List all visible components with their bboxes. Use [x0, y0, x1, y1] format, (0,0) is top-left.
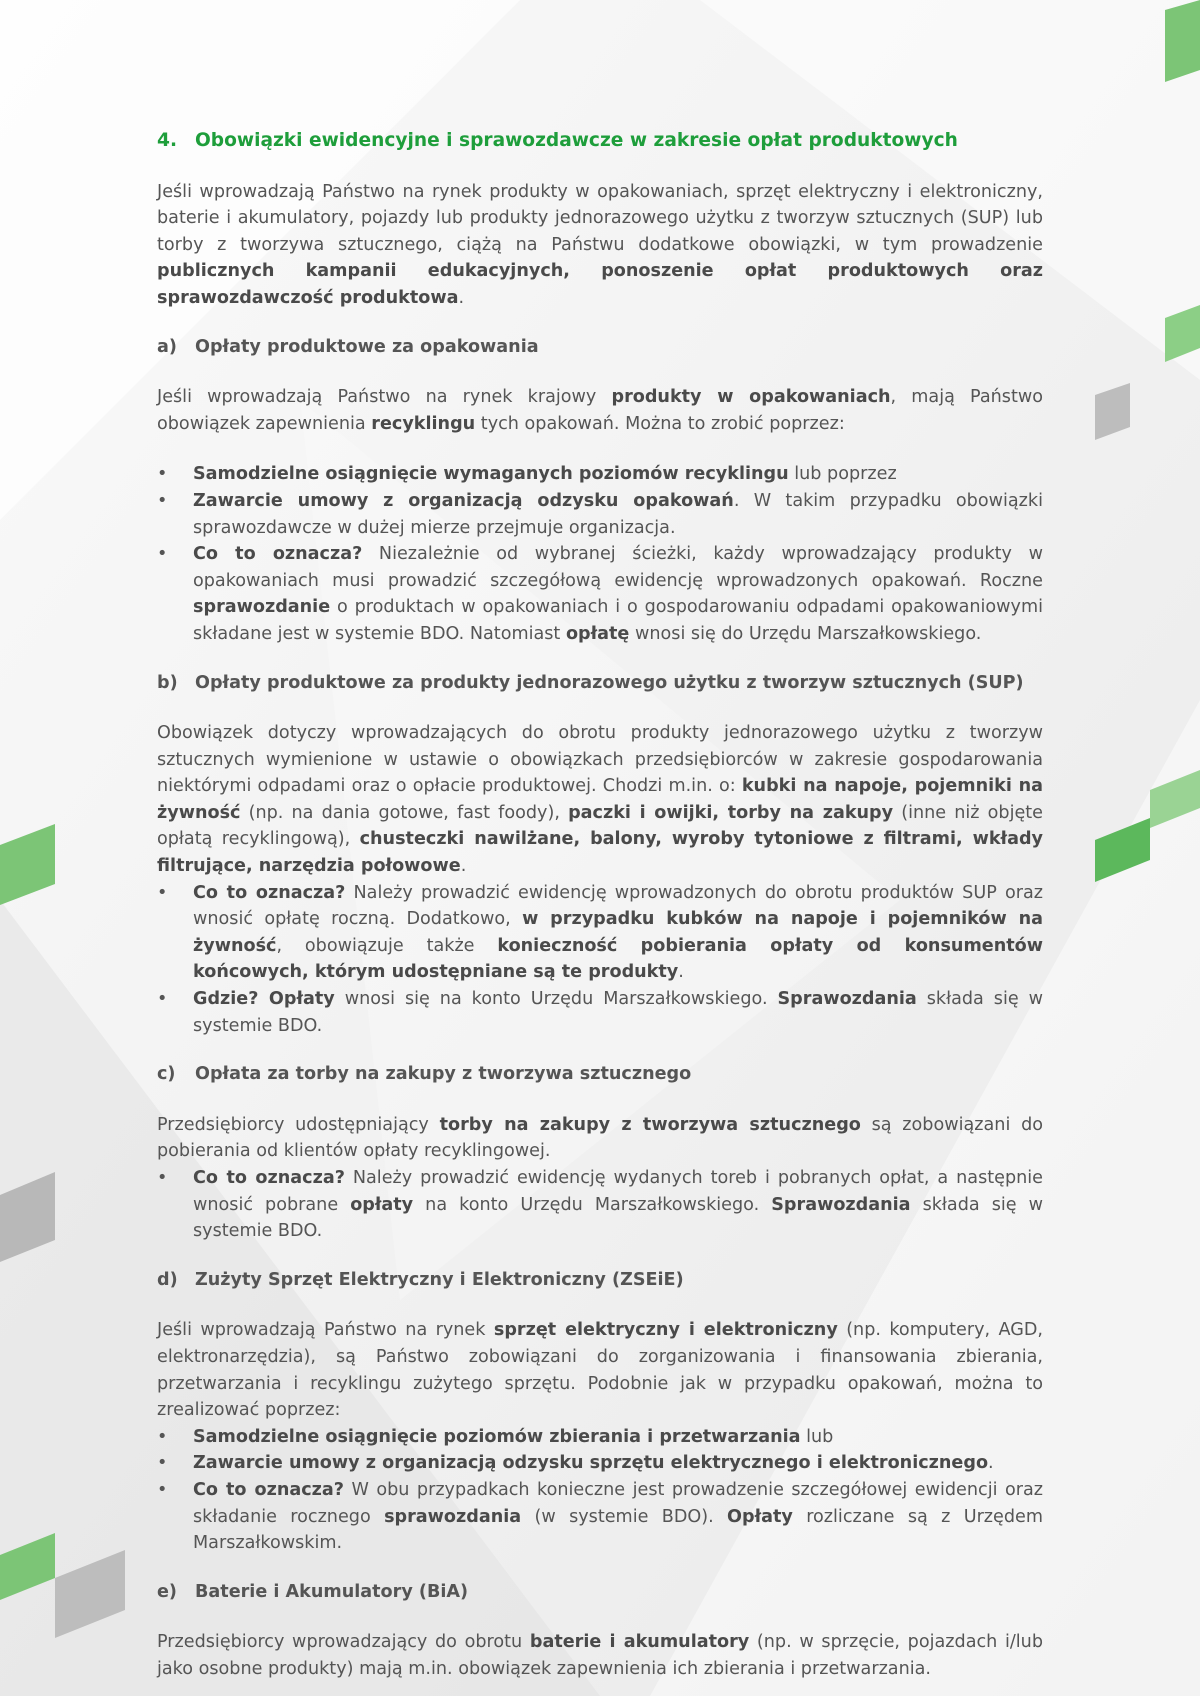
green-shape — [1165, 0, 1200, 82]
subsection-a-paragraph: Jeśli wprowadzają Państwo na rynek krajowy produkty w opakowaniach, mają Państwo obowiązek zapewnienia recyklingu tych opakowań. Można to zrobić poprzez: — [157, 387, 1044, 434]
list-item: • Co to oznacza? Niezależnie od wybranej ścieżki, każdy wprowadzający produkty w opakowaniach musi prowadzić szczegółową ewidencję wprowadzonych opakowań. Roczne sprawozdanie o produktach w opakowaniach i o gospodarowaniu odpadami opakowaniowymi składane jest w systemie BDO. Natomiast opłatę wnosi się do Urzędu Marszałkowskiego. — [157, 541, 1043, 647]
list-item: • Samodzielne osiągnięcie wymaganych poziomów recyklingu lub poprzez — [157, 461, 1043, 488]
subsection-c-paragraph: Przedsiębiorcy udostępniający torby na zakupy z tworzywa sztucznego są zobowiązani do pobierania od klientów opłaty recyklingowej. — [157, 1114, 1044, 1162]
subsection-heading-c: c) Opłata za torby na zakupy z tworzywa sztucznego — [157, 1064, 692, 1085]
subsection-c-list — [157, 1165, 1043, 1245]
list-item: • Co to oznacza? Należy prowadzić ewidencję wprowadzonych do obrotu produktów SUP oraz wnosić opłatę roczną. Dodatkowo, w przypadku kubków na napoje i pojemników na żywność, obowiązuje także konieczność pobierania opłaty od konsumentów końcowych, którym udostępniane są te produkty. — [157, 880, 1043, 986]
document-body — [157, 128, 1043, 1683]
list-item: • Zawarcie umowy z organizacją odzysku sprzętu elektrycznego i elektronicznego. — [157, 1450, 1043, 1477]
section-number: 4. — [157, 130, 178, 151]
subsection-d-paragraph: Jeśli wprowadzają Państwo na rynek sprzęt elektryczny i elektroniczny (np. komputery, AGD, elektronarzędzia), są Państwo zobowiązani do zorganizowania i finansowania zbierania, przetwarzania i recyklingu zużytego sprzętu. Podobnie jak w przypadku opakowań, można to zrealizować poprzez: — [157, 1320, 1043, 1421]
list-item: • Zawarcie umowy z organizacją odzysku opakowań. W takim przypadku obowiązki sprawozdawcze w dużej mierze przejmuje organizacja. — [157, 488, 1043, 541]
list-item: • Samodzielne osiągnięcie poziomów zbierania i przetwarzania lub — [157, 1424, 1043, 1451]
section-intro: Jeśli wprowadzają Państwo na rynek produkty w opakowaniach, sprzęt elektryczny i elektroniczny, baterie i akumulatory, pojazdy lub produkty jednorazowego użytku z tworzyw sztucznych (SUP) lub torby z tworzywa sztucznego, ciążą na Państwu dodatkowe obowiązki, w tym prowadzenie publicznych kampanii edukacyjnych, ponoszenie opłat produktowych oraz sprawozdawczość produktowa. — [157, 181, 1043, 308]
list-item: • Co to oznacza? W obu przypadkach konieczne jest prowadzenie szczegółowej ewidencji oraz składanie rocznego sprawozdania (w systemie BDO). Opłaty rozliczane są z Urzędem Marszałkowskim. — [157, 1477, 1043, 1557]
list-item: • Co to oznacza? Należy prowadzić ewidencję wydanych toreb i pobranych opłat, a następnie wnosić pobrane opłaty na konto Urzędu Marszałkowskiego. Sprawozdania składa się w systemie BDO. — [157, 1165, 1043, 1245]
subsection-b-list — [157, 880, 1043, 1040]
subsection-heading-a: a) Opłaty produktowe za opakowania — [157, 336, 539, 357]
subsection-heading-b: b) Opłaty produktowe za produkty jednorazowego użytku z tworzyw sztucznych (SUP) — [157, 672, 1024, 693]
subsection-d-list — [157, 1424, 1043, 1557]
subsection-e-paragraph: Przedsiębiorcy wprowadzający do obrotu baterie i akumulatory (np. w sprzęcie, pojazdach i/lub jako osobne produkty) mają m.in. obowiązek zapewnienia ich zbierania i przetwarzania. — [157, 1632, 1043, 1679]
subsection-heading-e: e) Baterie i Akumulatory (BiA) — [157, 1581, 469, 1602]
subsection-b-paragraph: Obowiązek dotyczy wprowadzających do obrotu produkty jednorazowego użytku z tworzyw sztucznych wymienione w ustawie o obowiązkach przedsiębiorców w zakresie gospodarowania niektórymi odpadami oraz o opłacie produktowej. Chodzi m.in. o: kubki na napoje, pojemniki na żywność (np. na dania gotowe, fast foody), paczki i owijki, torby na zakupy (inne niż objęte opłatą recyklingową), chusteczki nawilżane, balony, wyroby tytoniowe z filtrami, wkłady filtrujące, narzędzia połowowe. — [157, 723, 1044, 877]
section-title: Obowiązki ewidencyjne i sprawozdawcze w zakresie opłat produktowych — [195, 130, 958, 151]
section-heading — [157, 128, 1043, 155]
list-item: • Gdzie? Opłaty wnosi się na konto Urzędu Marszałkowskiego. Sprawozdania składa się w systemie BDO. — [157, 986, 1043, 1039]
subsection-a-list — [157, 461, 1043, 647]
subsection-heading-d: d) Zużyty Sprzęt Elektryczny i Elektroniczny (ZSEiE) — [157, 1269, 684, 1290]
